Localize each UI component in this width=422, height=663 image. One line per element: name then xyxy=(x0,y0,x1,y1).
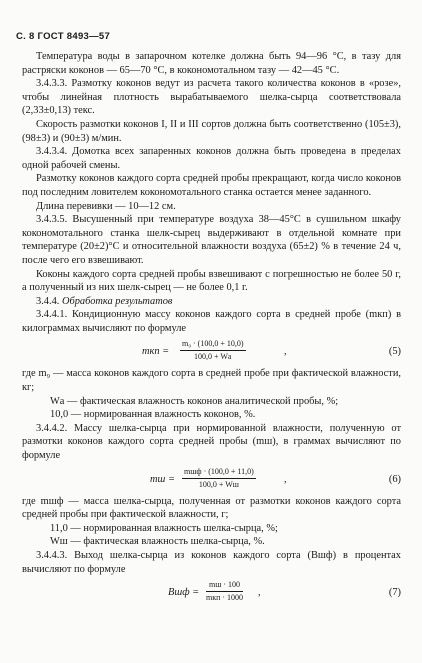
definition-mshf: где mшф — масса шелка-сырца, полученная от размотки коконов каждого сорта средней пробы при фактической влажности, г; xyxy=(22,495,401,521)
formula-7-numerator: mш · 100 xyxy=(206,580,243,592)
formula-5-numerator: m₉ · (100,0 + 10,0) xyxy=(180,339,246,351)
paragraph-reeling-speed: Скорость размотки коконов I, II и III сортов должна быть соответственно (105±3), (98±3) и (90±3) м/мин. xyxy=(22,118,401,144)
formula-7-lhs: Bшф = xyxy=(168,587,200,599)
document-body xyxy=(22,50,401,608)
formula-7-denominator: mкп · 1000 xyxy=(206,593,244,603)
paragraph-3-4-3-5: 3.4.3.5. Высушенный при температуре воздуха 38—45°С в сушильном шкафу кокономотального станка шелк-сырец выдерживают в отдельной комнате при температуре (20±2)°С и относительной влажности воздуха (65±2) % в течение 24 ч, после чего его взвешивают. xyxy=(22,214,401,266)
paragraph-twist-length: Длина перевивки — 10—12 см. xyxy=(36,200,176,212)
formula-5-denominator: 100,0 + Wа xyxy=(194,352,232,362)
definition-10: 10,0 — нормированная влажность коконов, %. xyxy=(50,409,256,421)
formula-5-lhs: mкп = xyxy=(142,346,170,358)
paragraph-weighing: Коконы каждого сорта средней пробы взвешивают с погрешностью не более 50 г, а полученный из них шелк-сырец — не более 0,1 г. xyxy=(22,268,401,294)
formula-6-fraction xyxy=(182,467,256,490)
formula-7-number: (7) xyxy=(388,587,401,599)
definition-m9: где m₉ — масса коконов каждого сорта в средней пробе при фактической влажности, кг; xyxy=(22,368,401,394)
paragraph-3-4-4-3: 3.4.4.3. Выход шелка-сырца из коконов каждого сорта (Bшф) в процентах вычисляют по формуле xyxy=(22,550,401,575)
formula-6-lhs: mш = xyxy=(150,473,175,485)
formula-5-fraction xyxy=(180,339,246,362)
paragraph-water-temperature: Температура воды в запарочном котелке должна быть 94—96 °С, в тазу для растряски коконов — 65—70 °С, в кокономотальном тазу — 42—45 °С. xyxy=(22,51,401,76)
paragraph-3-4-3-3: 3.4.3.3. Размотку коконов ведут из расчета такого количества коконов в «розе», чтобы линейная плотность вырабатываемого шелка-сырца соответствовала (2,33±0,13) текс. xyxy=(22,78,401,117)
definition-11: 11,0 — нормированная влажность шелка-сырца, %; xyxy=(50,522,278,534)
formula-5-number: (5) xyxy=(388,346,401,358)
definition-wa: Wа — фактическая влажность коконов аналитической пробы, %; xyxy=(50,395,339,407)
section-title: Обработка результатов xyxy=(62,295,173,307)
definition-wsh: Wш — фактическая влажность шелка-сырца, %. xyxy=(50,536,265,548)
formula-7-fraction xyxy=(206,580,243,603)
section-heading-3-4-4 xyxy=(22,295,401,309)
paragraph-3-4-4-2: 3.4.4.2. Массу шелка-сырца при нормированной влажности, полученную от размотки коконов каждого сорта средней пробы (mш), в граммах вычисляют по формуле xyxy=(22,422,401,462)
formula-6-denominator: 100,0 + Wш xyxy=(198,479,239,489)
formula-6: mш = mшф · (100,0 + 11,0) 100,0 + Wш , (6) xyxy=(150,466,401,489)
formula-5: mкп = m₉ · (100,0 + 10,0) 100,0 + Wа , (5) xyxy=(142,339,401,362)
page-header: С. 8 ГОСТ 8493—57 xyxy=(16,31,111,42)
section-number: 3.4.4. xyxy=(36,295,60,307)
paragraph-stop-reeling: Размотку коконов каждого сорта средней пробы прекращают, когда число коконов под последним ловителем кокономотального станка остается менее заданного. xyxy=(22,173,401,198)
formula-7: Bшф = mш · 100 mкп · 1000 , (7) xyxy=(168,580,401,603)
paragraph-3-4-3-4: 3.4.3.4. Домотка всех запаренных коконов должна быть проведена в пределах одной рабочей смены. xyxy=(22,146,401,171)
formula-6-numerator: mшф · (100,0 + 11,0) xyxy=(182,467,256,479)
paragraph-3-4-4-1: 3.4.4.1. Кондиционную массу коконов каждого сорта в средней пробе (mкп) в килограммах вычисляют по формуле xyxy=(22,309,401,334)
formula-6-number: (6) xyxy=(388,473,401,485)
